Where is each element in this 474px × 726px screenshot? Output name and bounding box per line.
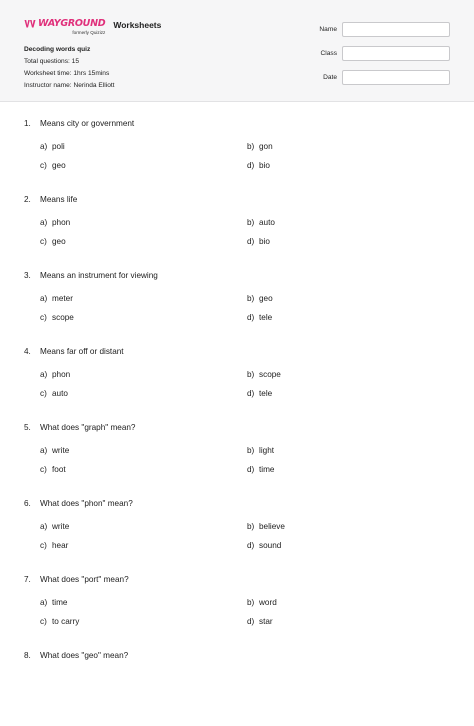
worksheet-time: Worksheet time: 1hrs 15mins	[24, 70, 110, 77]
option-text: poli	[52, 142, 65, 151]
question-text	[24, 574, 454, 586]
question-number: 3.	[24, 271, 31, 280]
option-letter: c)	[40, 541, 47, 550]
question-text	[24, 346, 454, 358]
question-prompt: What does "geo" mean?	[40, 651, 129, 660]
answer-option[interactable]	[40, 217, 70, 229]
option-text: sound	[259, 541, 282, 550]
answer-option[interactable]	[40, 445, 69, 457]
answer-option[interactable]	[247, 445, 274, 457]
question-prompt: Means life	[40, 195, 78, 204]
option-letter: d)	[247, 465, 255, 474]
option-letter: d)	[247, 237, 255, 246]
instructor-name: Instructor name: Nerinda Elliott	[24, 82, 115, 89]
quiz-title: Decoding words quiz	[24, 46, 91, 53]
option-text: light	[259, 446, 275, 455]
total-questions: Total questions: 15	[24, 58, 79, 65]
name-label: Name	[319, 26, 337, 33]
answer-option[interactable]	[247, 217, 275, 229]
logo-wordmark: WAYGROUND	[38, 18, 106, 29]
question-1	[24, 118, 454, 194]
option-letter: d)	[247, 389, 255, 398]
answer-option[interactable]	[40, 597, 67, 609]
answer-option[interactable]	[40, 312, 74, 324]
option-text: tele	[259, 313, 273, 322]
answer-option[interactable]	[40, 616, 79, 628]
option-letter: c)	[40, 465, 47, 474]
question-number: 8.	[24, 651, 31, 660]
class-row	[300, 46, 450, 61]
option-letter: b)	[247, 446, 255, 455]
option-letter: b)	[247, 142, 255, 151]
option-letter: a)	[40, 370, 48, 379]
question-text	[24, 650, 454, 662]
option-text: write	[52, 522, 70, 531]
option-letter: a)	[40, 218, 48, 227]
date-label: Date	[323, 74, 337, 81]
answer-option[interactable]	[247, 540, 281, 552]
option-letter: a)	[40, 598, 48, 607]
option-text: auto	[52, 389, 68, 398]
option-text: bio	[259, 161, 270, 170]
option-text: auto	[259, 218, 275, 227]
option-text: scope	[259, 370, 281, 379]
logo-subtitle: formerly Quizizz	[72, 30, 106, 35]
worksheet-header	[0, 0, 474, 102]
option-text: to carry	[52, 617, 80, 626]
answer-option[interactable]	[247, 521, 285, 533]
option-letter: d)	[247, 313, 255, 322]
question-number: 6.	[24, 499, 31, 508]
answer-option[interactable]	[40, 236, 66, 248]
name-row	[300, 22, 450, 37]
option-text: scope	[52, 313, 74, 322]
option-text: star	[259, 617, 273, 626]
question-number: 5.	[24, 423, 31, 432]
answer-option[interactable]	[40, 141, 65, 153]
answer-option[interactable]	[40, 160, 66, 172]
option-text: foot	[52, 465, 66, 474]
option-text: believe	[259, 522, 285, 531]
date-field[interactable]	[342, 70, 450, 85]
name-field[interactable]	[342, 22, 450, 37]
question-3	[24, 270, 454, 346]
question-number: 4.	[24, 347, 31, 356]
option-letter: d)	[247, 161, 255, 170]
student-fields	[300, 22, 450, 94]
question-7	[24, 574, 454, 650]
option-letter: b)	[247, 218, 255, 227]
question-prompt: What does "port" mean?	[40, 575, 129, 584]
option-letter: a)	[40, 446, 48, 455]
option-text: geo	[52, 161, 66, 170]
question-2	[24, 194, 454, 270]
answer-option[interactable]	[247, 141, 273, 153]
option-text: time	[52, 598, 68, 607]
option-letter: d)	[247, 541, 255, 550]
option-text: write	[52, 446, 70, 455]
option-text: tele	[259, 389, 273, 398]
option-letter: c)	[40, 161, 47, 170]
option-letter: a)	[40, 142, 48, 151]
option-text: phon	[52, 370, 71, 379]
question-text	[24, 118, 454, 130]
answer-option[interactable]	[247, 616, 273, 628]
answer-option[interactable]	[247, 464, 274, 476]
question-list	[24, 118, 454, 726]
class-label: Class	[320, 50, 337, 57]
class-field[interactable]	[342, 46, 450, 61]
option-letter: d)	[247, 617, 255, 626]
question-number: 2.	[24, 195, 31, 204]
option-text: phon	[52, 218, 71, 227]
answer-option[interactable]	[247, 597, 277, 609]
wayground-logo	[24, 18, 105, 35]
answer-option[interactable]	[247, 293, 273, 305]
option-letter: b)	[247, 522, 255, 531]
option-letter: b)	[247, 294, 255, 303]
option-text: hear	[52, 541, 69, 550]
date-row	[300, 70, 450, 85]
answer-option[interactable]	[40, 388, 68, 400]
question-prompt: Means far off or distant	[40, 347, 124, 356]
question-5	[24, 422, 454, 498]
answer-option[interactable]	[40, 293, 73, 305]
worksheet-meta	[24, 44, 115, 92]
question-prompt: Means city or government	[40, 119, 135, 128]
question-4	[24, 346, 454, 422]
option-text: bio	[259, 237, 270, 246]
option-text: gon	[259, 142, 273, 151]
option-text: word	[259, 598, 277, 607]
app-title: Worksheets	[113, 20, 162, 30]
question-prompt: What does "graph" mean?	[40, 423, 136, 432]
question-prompt: Means an instrument for viewing	[40, 271, 158, 280]
question-text	[24, 422, 454, 434]
answer-option[interactable]	[247, 312, 272, 324]
option-text: time	[259, 465, 275, 474]
option-letter: c)	[40, 313, 47, 322]
answer-option[interactable]	[247, 160, 270, 172]
option-letter: a)	[40, 294, 48, 303]
option-text: meter	[52, 294, 73, 303]
answer-option[interactable]	[40, 521, 69, 533]
option-text: geo	[259, 294, 273, 303]
answer-option[interactable]	[40, 540, 68, 552]
question-8	[24, 650, 454, 726]
option-letter: c)	[40, 617, 47, 626]
answer-option[interactable]	[40, 369, 70, 381]
option-letter: c)	[40, 237, 47, 246]
question-number: 1.	[24, 119, 31, 128]
brand	[24, 18, 161, 35]
answer-option[interactable]	[247, 236, 270, 248]
question-text	[24, 194, 454, 206]
question-6	[24, 498, 454, 574]
option-letter: b)	[247, 598, 255, 607]
answer-option[interactable]	[247, 369, 281, 381]
answer-option[interactable]	[247, 388, 272, 400]
option-letter: c)	[40, 389, 47, 398]
option-letter: b)	[247, 370, 255, 379]
question-text	[24, 270, 454, 282]
option-text: geo	[52, 237, 66, 246]
option-letter: a)	[40, 522, 48, 531]
question-prompt: What does "phon" mean?	[40, 499, 133, 508]
question-text	[24, 498, 454, 510]
answer-option[interactable]	[40, 464, 66, 476]
wayground-logo-icon	[24, 19, 36, 28]
question-number: 7.	[24, 575, 31, 584]
